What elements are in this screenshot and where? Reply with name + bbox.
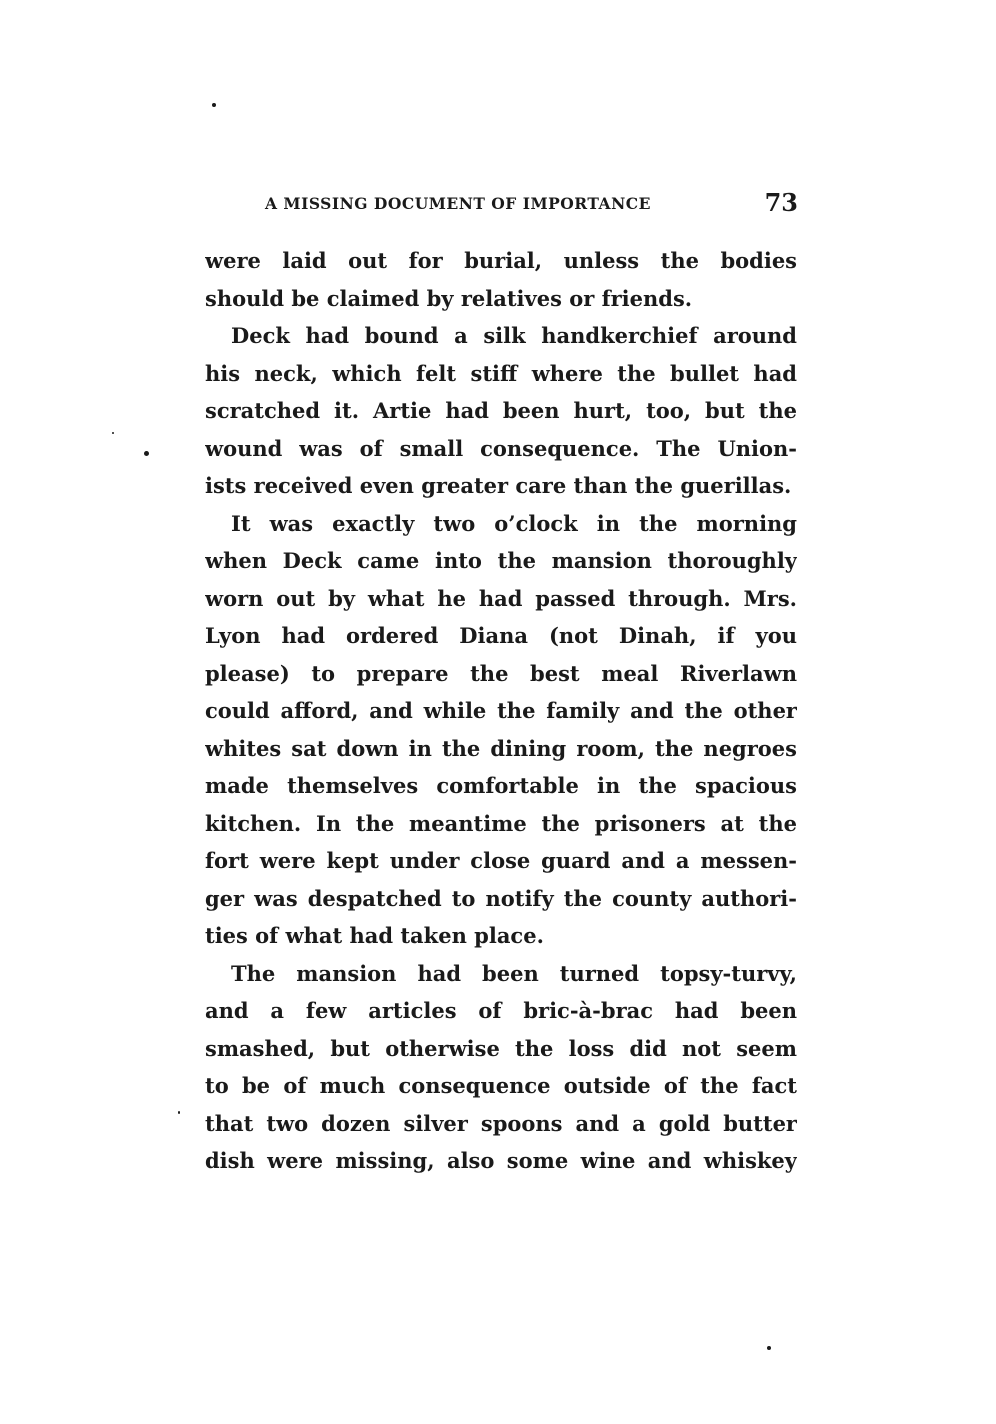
text-line: to be of much consequence outside of the fact — [205, 1073, 797, 1098]
text-line: and a few articles of bric-à-brac had been — [205, 998, 797, 1023]
text-line: worn out by what he had passed through. Mrs. — [205, 585, 797, 611]
scan-speck — [144, 451, 149, 456]
text-line: The mansion had been turned topsy-turvy, — [231, 960, 797, 986]
text-line: made themselves comfortable in the spacious — [205, 773, 797, 798]
text-line: scratched it. Artie had been hurt, too, but the — [205, 398, 797, 423]
text-line: Deck had bound a silk handkerchief around — [231, 323, 797, 348]
text-line: fort were kept under close guard and a messen- — [205, 848, 797, 873]
text-line: could afford, and while the family and the other — [205, 698, 797, 723]
text-line: smashed, but otherwise the loss did not seem — [205, 1035, 797, 1061]
text-line: his neck, which felt stiff where the bullet had — [205, 360, 797, 386]
text-line: when Deck came into the mansion thoroughly — [205, 548, 797, 573]
text-line: dish were missing, also some wine and whiskey — [205, 1148, 797, 1173]
page-number: 73 — [764, 188, 798, 217]
text-line: ties of what had taken place. — [205, 923, 544, 948]
text-line: please) to prepare the best meal Riverlawn — [205, 660, 797, 686]
text-line: kitchen. In the meantime the prisoners at the — [205, 810, 797, 836]
text-line: were laid out for burial, unless the bodies — [205, 248, 797, 273]
scan-speck — [112, 432, 114, 434]
text-line: should be claimed by relatives or friends. — [205, 285, 693, 311]
text-line: Lyon had ordered Diana (not Dinah, if you — [205, 623, 797, 648]
running-head — [205, 188, 798, 218]
text-line: ists received even greater care than the guerillas. — [205, 473, 792, 498]
scan-speck — [178, 1111, 180, 1114]
text-line: ger was despatched to notify the county authori- — [205, 885, 797, 911]
text-line: It was exactly two o’clock in the morning — [231, 510, 797, 536]
text-line: wound was of small consequence. The Union- — [205, 435, 797, 461]
text-line: whites sat down in the dining room, the negroes — [205, 735, 797, 761]
scan-speck — [212, 103, 216, 107]
text-line: that two dozen silver spoons and a gold butter — [205, 1110, 797, 1136]
running-title: A MISSING DOCUMENT OF IMPORTANCE — [265, 194, 651, 213]
body-text — [205, 242, 797, 1180]
scan-speck — [767, 1346, 771, 1350]
